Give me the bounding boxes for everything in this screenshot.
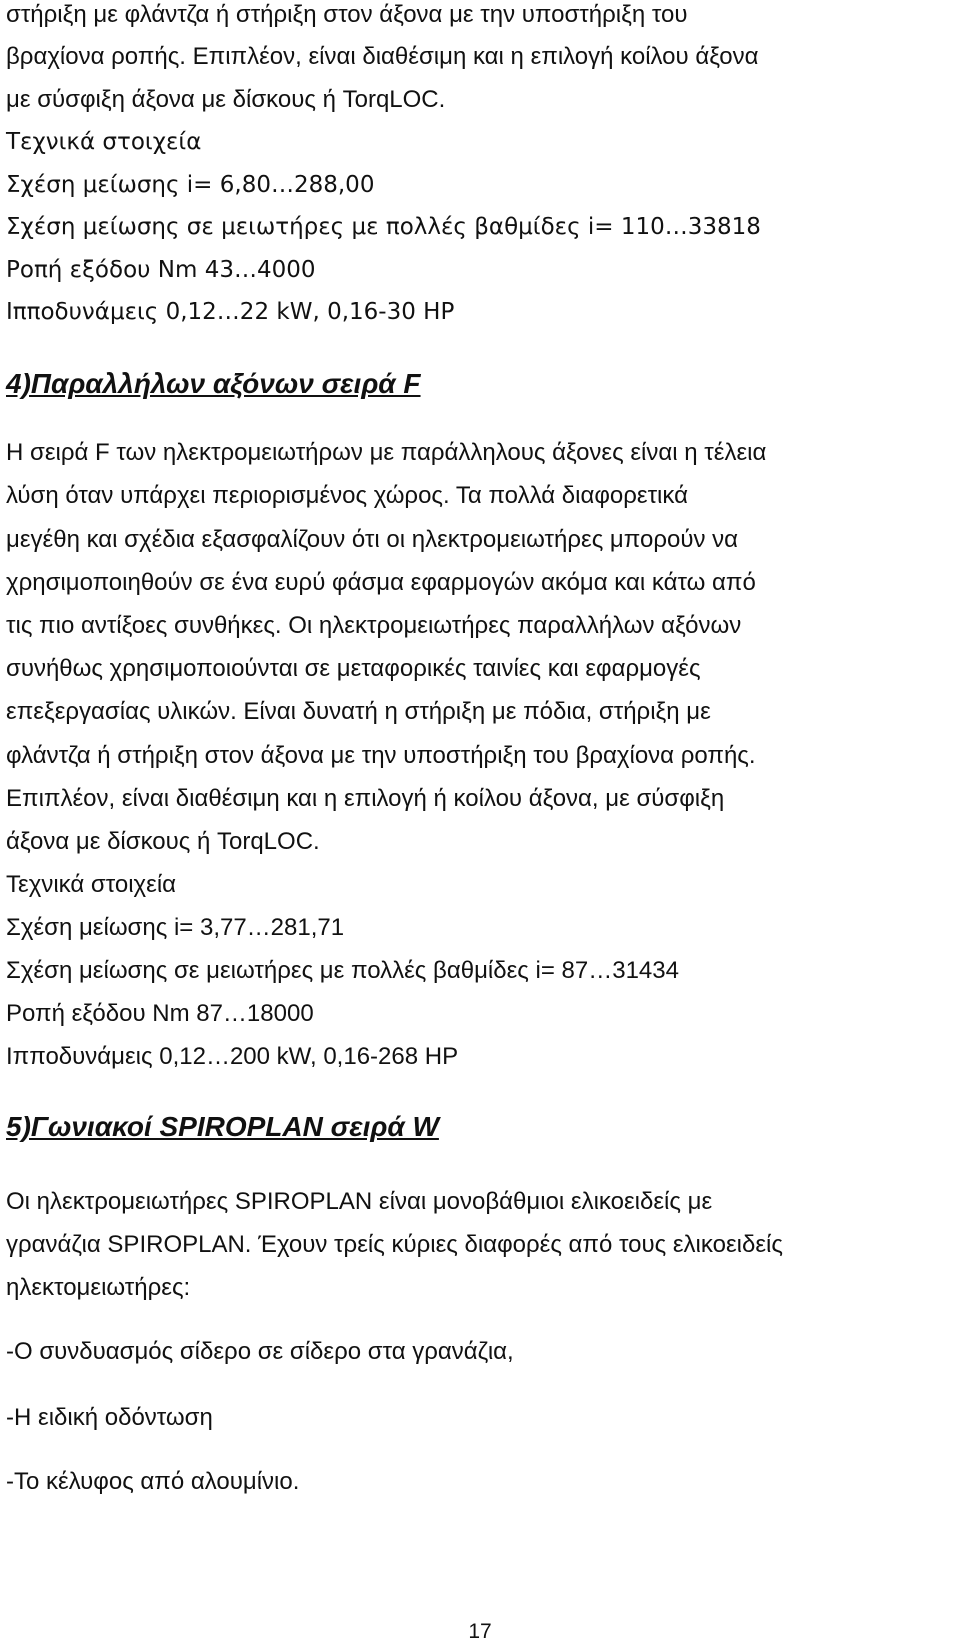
paragraph-line: Οι ηλεκτρομειωτήρες SPIROPLAN είναι μονοβάθμιοι ελικοειδείς με: [6, 1188, 713, 1215]
paragraph-line: μεγέθη και σχέδια εξασφαλίζουν ότι οι ηλεκτρομειωτήρες μπορούν να: [6, 526, 738, 553]
list-item: -Το κέλυφος από αλουμίνιο.: [6, 1468, 300, 1495]
spec-line: Σχέση μείωσης σε μειωτήρες με πολλές βαθμίδες i= 110…33818: [6, 214, 761, 240]
paragraph-line: ηλεκτομειωτήρες:: [6, 1274, 191, 1301]
paragraph-line: χρησιμοποιηθούν σε ένα ευρύ φάσμα εφαρμογών ακόμα και κάτω από: [6, 569, 756, 596]
section-heading: 5)Γωνιακοί SPIROPLAN σειρά W: [6, 1111, 439, 1142]
spec-line: Σχέση μείωσης i= 3,77…281,71: [6, 914, 345, 941]
spec-line: Ροπή εξόδου Nm 43…4000: [6, 257, 316, 283]
subheading-technical-data: Τεχνικά στοιχεία: [6, 871, 177, 898]
paragraph-line: λύση όταν υπάρχει περιορισμένος χώρος. Τα πολλά διαφορετικά: [6, 482, 688, 509]
paragraph-line: τις πιο αντίξοες συνθήκες. Οι ηλεκτρομειωτήρες παραλλήλων αξόνων: [6, 612, 742, 639]
text-line: στήριξη με φλάντζα ή στήριξη στον άξονα με την υποστήριξη του: [6, 1, 688, 28]
text-line: με σύσφιξη άξονα με δίσκους ή TorqLOC.: [6, 86, 446, 113]
section-heading: 4)Παραλλήλων αξόνων σειρά F: [6, 368, 421, 399]
spec-line: Σχέση μείωσης σε μειωτήρες με πολλές βαθμίδες i= 87…31434: [6, 957, 679, 984]
page-number: 17: [468, 1620, 492, 1643]
paragraph-line: συνήθως χρησιμοποιούνται σε μεταφορικές ταινίες και εφαρμογές: [6, 655, 701, 682]
paragraph-line: επεξεργασίας υλικών. Είναι δυνατή η στήριξη με πόδια, στήριξη με: [6, 698, 711, 725]
subheading-technical-data: Τεχνικά στοιχεία: [6, 129, 202, 155]
list-item: -Ο συνδυασμός σίδερο σε σίδερο στα γρανάζια,: [6, 1338, 514, 1365]
text-line: βραχίονα ροπής. Επιπλέον, είναι διαθέσιμη και η επιλογή κοίλου άξονα: [6, 43, 759, 70]
paragraph-line: Η σειρά F των ηλεκτρομειωτήρων με παράλληλους άξονες είναι η τέλεια: [6, 439, 767, 466]
paragraph-line: Επιπλέον, είναι διαθέσιμη και η επιλογή ή κοίλου άξονα, με σύσφιξη: [6, 785, 725, 812]
paragraph-line: γρανάζια SPIROPLAN. Έχουν τρείς κύριες διαφορές από τους ελικοειδείς: [6, 1231, 783, 1258]
paragraph-line: άξονα με δίσκους ή TorqLOC.: [6, 828, 320, 855]
spec-line: Ροπή εξόδου Nm 87…18000: [6, 1000, 314, 1027]
paragraph-line: φλάντζα ή στήριξη στον άξονα με την υποστήριξη του βραχίονα ροπής.: [6, 742, 756, 769]
list-item: -Η ειδική οδόντωση: [6, 1404, 213, 1431]
spec-line: Ιπποδυνάμεις 0,12…22 kW, 0,16-30 HP: [6, 299, 455, 325]
spec-line: Σχέση μείωσης i= 6,80…288,00: [6, 172, 375, 198]
spec-line: Ιπποδυνάμεις 0,12…200 kW, 0,16-268 HP: [6, 1043, 459, 1070]
